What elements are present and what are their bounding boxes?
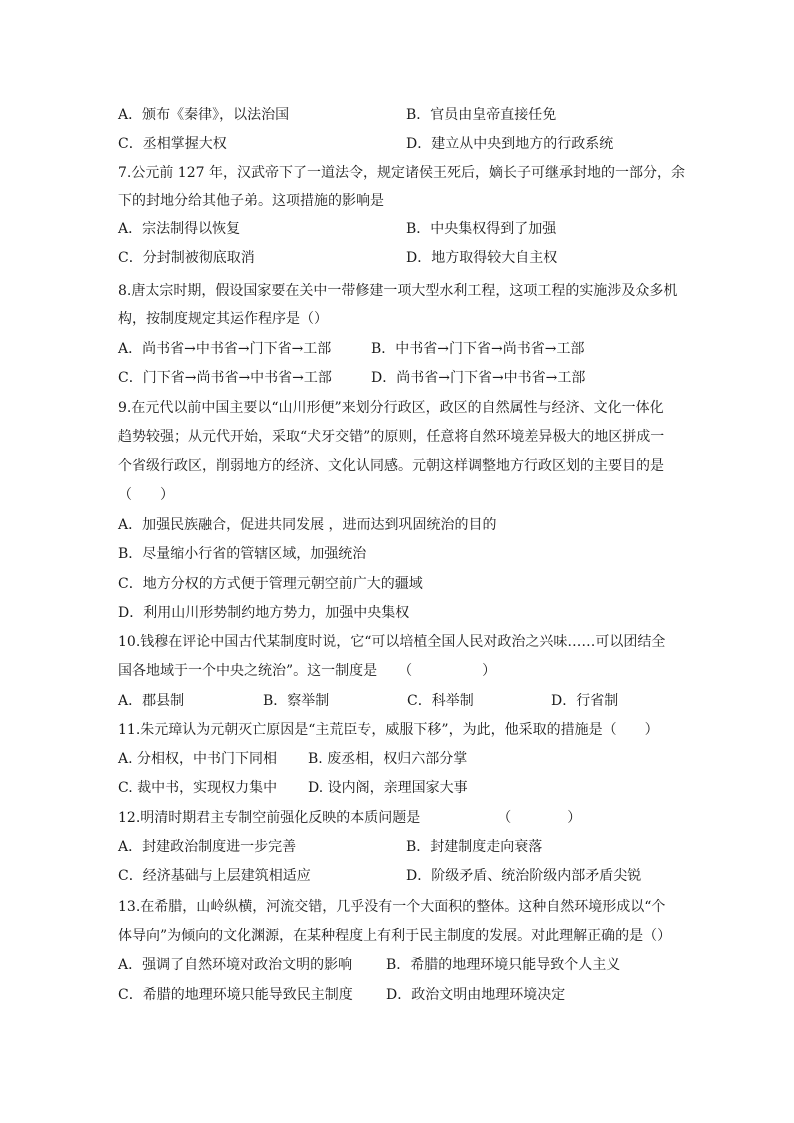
- q9-option-d: D．利用山川形势制约地方势力，加强中央集权: [118, 605, 410, 621]
- q7-option-d: D．地方取得较大自主权: [406, 250, 558, 266]
- q10-option-d: D．行省制: [551, 693, 619, 709]
- q10-option-c: C．科举制: [407, 693, 474, 709]
- q9-stem-line-1: 9.在元代以前中国主要以“山川形便”来划分行政区，政区的自然属性与经济、文化一体化: [118, 400, 664, 416]
- q13-option-d: D．政治文明由地理环境决定: [386, 987, 566, 1003]
- q6-option-c: C．丞相掌握大权: [118, 136, 227, 152]
- q13-stem-line-2: 体导向”为倾向的文化渊源，在某种程度上有利于民主制度的发展。对此理解正确的是（）: [118, 928, 672, 944]
- q13-option-c: C．希腊的地理环境只能导致民主制度: [118, 987, 353, 1003]
- q11-option-a: A. 分相权，中书门下同相: [118, 751, 278, 767]
- q9-option-c: C．地方分权的方式便于管理元朝空前广大的疆域: [118, 576, 423, 592]
- q9-stem-line-4: （ ）: [118, 487, 174, 503]
- q7-option-c: C．分封制被彻底取消: [118, 250, 255, 266]
- q12-option-c: C．经济基础与上层建筑相适应: [118, 868, 311, 884]
- q8-option-d: D．尚书省→门下省→中书省→工部: [371, 370, 586, 386]
- q9-stem-line-3: 个省级行政区，削弱地方的经济、文化认同感。元朝这样调整地方行政区划的主要目的是: [118, 458, 664, 474]
- q6-option-d: D．建立从中央到地方的行政系统: [406, 136, 614, 152]
- q11-stem-line-1: 11.朱元璋认为元朝灭亡原因是“主荒臣专，威服下移”，为此，他采取的措施是（ ）: [118, 722, 659, 738]
- q8-option-b: B．中书省→门下省→尚书省→工部: [371, 341, 585, 357]
- q12-option-b: B．封建制度走向衰落: [406, 839, 543, 855]
- q9-option-a: A．加强民族融合，促进共同发展 ，进而达到巩固统治的目的: [118, 517, 497, 533]
- q7-stem-line-2: 下的封地分给其他子弟。这项措施的影响是: [118, 193, 384, 209]
- q10-stem-line-1: 10.钱穆在评论中国古代某制度时说，它“可以培植全国人民对政治之兴味……可以团结全: [118, 634, 666, 650]
- q7-option-b: B．中央集权得到了加强: [406, 221, 557, 237]
- q7-option-a: A．宗法制得以恢复: [118, 221, 241, 237]
- q11-option-c: C. 裁中书，实现权力集中: [118, 780, 278, 796]
- q12-stem-line-1: 12.明清时期君主专制空前强化反映的本质问题是 （ ）: [118, 810, 582, 826]
- q9-stem-line-2: 趋势较强；从元代开始，采取“犬牙交错”的原则，任意将自然环境差异极大的地区拼成一: [118, 429, 665, 445]
- q8-option-a: A．尚书省→中书省→门下省→工部: [118, 341, 332, 357]
- q10-option-a: A．郡县制: [118, 693, 185, 709]
- q9-option-b: B．尽量缩小行省的管辖区域，加强统治: [118, 546, 367, 562]
- q12-option-d: D．阶级矛盾、统治阶级内部矛盾尖锐: [406, 868, 642, 884]
- q8-option-c: C．门下省→尚书省→中书省→工部: [118, 370, 332, 386]
- q10-option-b: B．察举制: [263, 693, 330, 709]
- q13-stem-line-1: 13.在希腊，山岭纵横，河流交错，几乎没有一个大面积的整体。这种自然环境形成以“个: [118, 899, 666, 915]
- q7-stem-line-1: 7.公元前 127 年，汉武帝下了一道法令，规定诸侯王死后，嫡长子可继承封地的一部分，余: [118, 165, 685, 181]
- q11-option-d: D. 设内阁，亲理国家大事: [308, 780, 468, 796]
- q11-option-b: B. 废丞相，权归六部分掌: [308, 751, 468, 767]
- q8-stem-line-1: 8.唐太宗时期，假设国家要在关中一带修建一项大型水利工程，这项工程的实施涉及众多机: [118, 283, 678, 299]
- q6-option-a: A．颁布《秦律》，以法治国: [118, 107, 290, 123]
- q8-stem-line-2: 构，按制度规定其运作程序是（）: [118, 311, 328, 327]
- q10-stem-line-2: 国各地域于一个中央之统治”。这一制度是 （ ）: [118, 663, 497, 679]
- q13-option-b: B．希腊的地理环境只能导致个人主义: [386, 957, 621, 973]
- q13-option-a: A．强调了自然环境对政治文明的影响: [118, 957, 353, 973]
- q6-option-b: B．官员由皇帝直接任免: [406, 107, 557, 123]
- q12-option-a: A．封建政治制度进一步完善: [118, 839, 297, 855]
